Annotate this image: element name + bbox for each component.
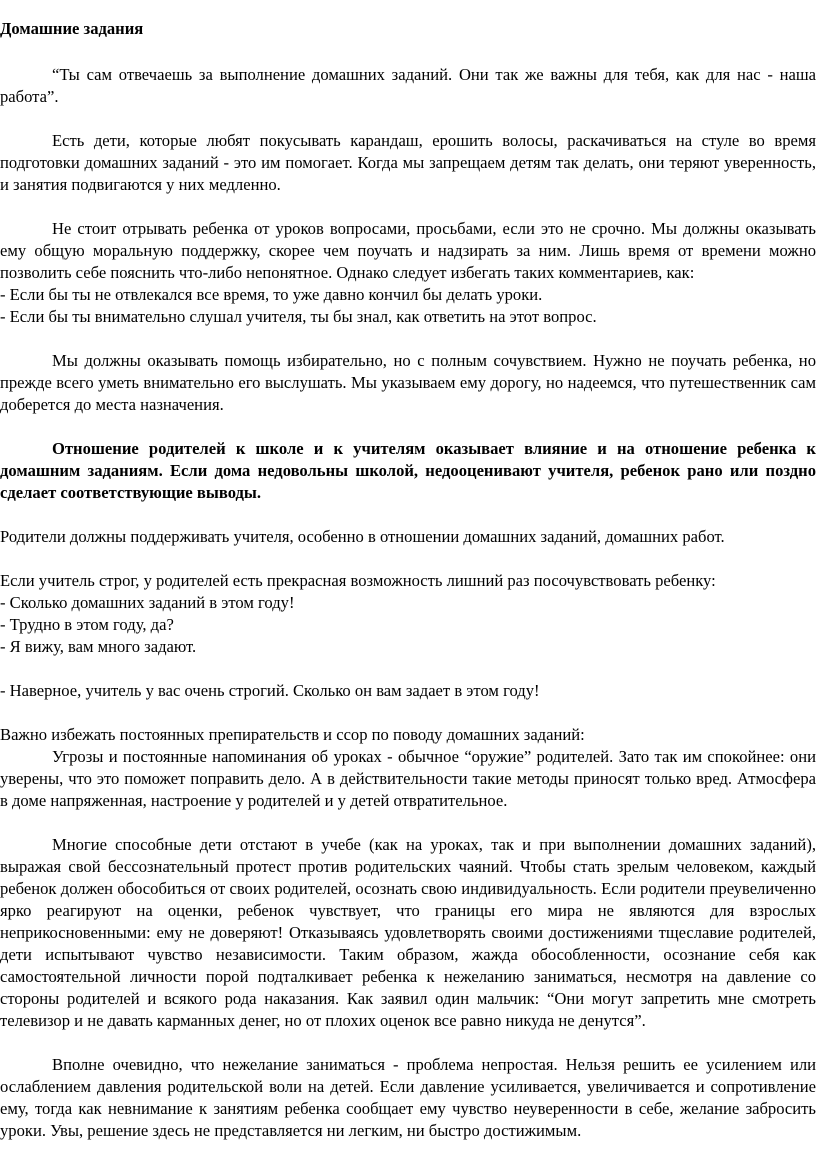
strict-example-2: - Трудно в этом году, да? — [0, 615, 174, 634]
strict-example-4: - Наверное, учитель у вас очень строгий. Сколько он вам задает в этом году! — [0, 681, 540, 700]
document-title: Домашние задания — [0, 19, 144, 38]
paragraph-quote: “Ты сам отвечаешь за выполнение домашних заданий. Они так же важны для тебя, как для нас - наша работа”. — [0, 65, 816, 106]
paragraph-selective-help: Мы должны оказывать помощь избирательно, но с полным сочувствием. Нужно не поучать ребенка, но прежде всего уметь внимательно его выслушать. Мы указываем ему дорогу, но надеемся, что путешественник сам доберется до места назначения. — [0, 351, 816, 414]
paragraph-support-teacher: Родители должны поддерживать учителя, особенно в отношении домашних заданий, домашних работ. — [0, 527, 725, 546]
strict-example-1: - Сколько домашних заданий в этом году! — [0, 593, 295, 612]
paragraph-parents-attitude: Отношение родителей к школе и к учителям оказывает влияние и на отношение ребенка к домашним заданиям. Если дома недовольны школой, недооценивают учителя, ребенок рано или поздно сделает соответствующие выводы. — [0, 439, 816, 502]
comment-example-2: - Если бы ты внимательно слушал учителя, ты бы знал, как ответить на этот вопрос. — [0, 307, 597, 326]
paragraph-children-habits: Есть дети, которые любят покусывать карандаш, ерошить волосы, раскачиваться на стуле во время подготовки домашних заданий - это им помогает. Когда мы запрещаем детям так делать, они теряют уверенность, и занятия подвигаются у них медленно. — [0, 131, 816, 194]
paragraph-do-not-distract: Не стоит отрывать ребенка от уроков вопросами, просьбами, если это не срочно. Мы должны оказывать ему общую моральную поддержку, скорее чем поучать и надзирать за ним. Лишь время от времени можно позволить себе пояснить что-либо непонятное. Однако следует избегать таких комментариев, как: — [0, 219, 816, 282]
paragraph-capable-children: Многие способные дети отстают в учебе (как на уроках, так и при выполнении домашних заданий), выражая свой бессознательный протест против родительских чаяний. Чтобы стать зрелым человеком, каждый ребенок должен обособиться от своих родителей, осознать свою индивидуальность. Если родители преувеличенно ярко реагируют на оценки, ребенок чувствует, что границы его мира не являются для взрослых неприкосновенными: ему не доверяют! Отказываясь удовлетворять своими достижениями тщеславие родителей, дети испытывают чувство независимости. Таким образом, жажда обособленности, осознание себя как самостоятельной личности порой подталкивает ребенка к нежеланию заниматься, несмотря на давление со стороны родителей и всякого рода наказания. Как заявил один мальчик: “Они могут запретить мне смотреть телевизор и не давать карманных денег, но от плохих оценок все равно никуда не денутся”. — [0, 835, 816, 1030]
document-page — [0, 18, 816, 1142]
paragraph-threats: Угрозы и постоянные напоминания об уроках - обычное “оружие” родителей. Зато так им спокойнее: они уверены, что это поможет поправить дело. А в действительности такие методы приносят только вред. Атмосфера в доме напряженная, настроение у родителей и у детей отвратительное. — [0, 747, 816, 810]
paragraph-avoid-quarrels: Важно избежать постоянных препирательств и ссор по поводу домашних заданий: — [0, 725, 585, 744]
comment-example-1: - Если бы ты не отвлекался все время, то уже давно кончил бы делать уроки. — [0, 285, 543, 304]
strict-example-3: - Я вижу, вам много задают. — [0, 637, 197, 656]
paragraph-strict-teacher: Если учитель строг, у родителей есть прекрасная возможность лишний раз посочувствовать ребенку: — [0, 571, 716, 590]
paragraph-obvious-problem: Вполне очевидно, что нежелание заниматься - проблема непростая. Нельзя решить ее усилением или ослаблением давления родительской воли на детей. Если давление усиливается, увеличивается и сопротивление ему, тогда как невнимание к занятиям ребенка сообщает ему чувство неуверенности в себе, желание забросить уроки. Увы, решение здесь не представляется ни легким, ни быстро достижимым. — [0, 1055, 816, 1140]
